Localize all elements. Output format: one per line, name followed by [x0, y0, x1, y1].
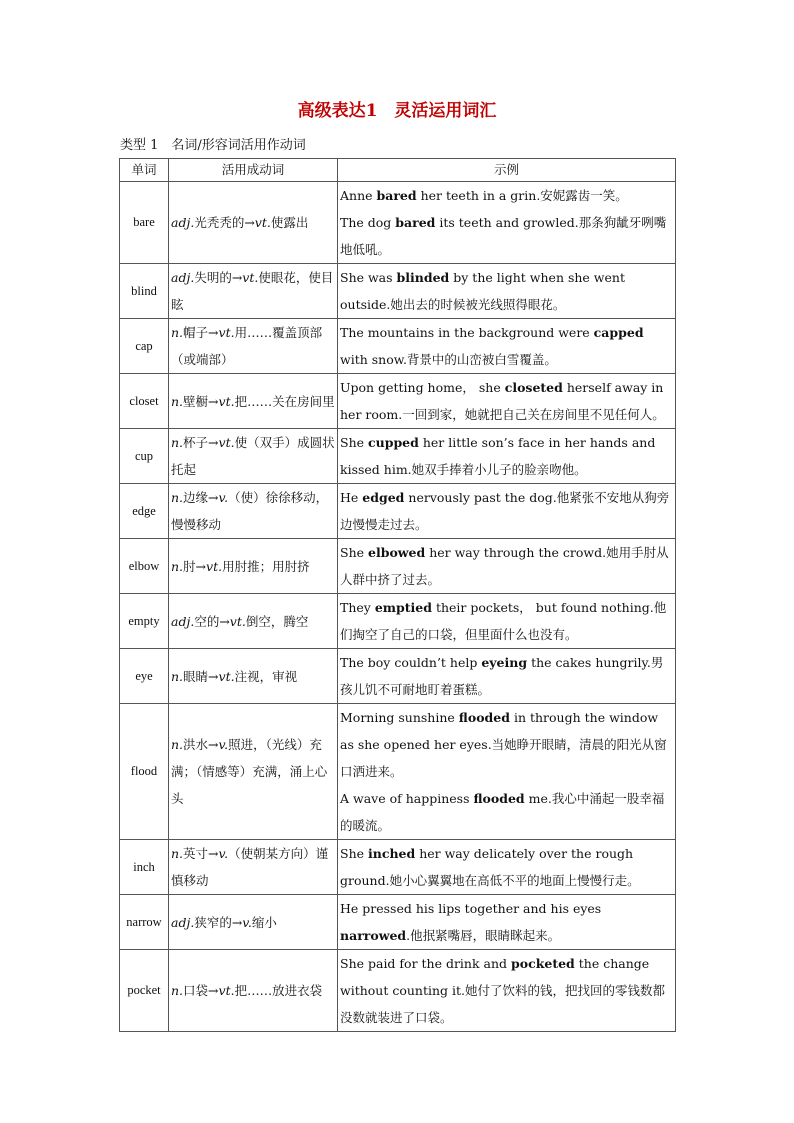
example-cell	[338, 182, 676, 264]
word-cell: eye	[120, 649, 169, 704]
example-text-after: the cakes hungrily.男孩儿饥不可耐地盯着蛋糕。	[340, 655, 664, 697]
highlighted-verb: bared	[395, 215, 436, 230]
original-meaning: 肘→	[183, 558, 207, 574]
original-meaning: 洪水→	[183, 737, 219, 752]
highlighted-verb: blinded	[396, 270, 450, 285]
verb-part-of-speech: v.	[242, 914, 252, 930]
conversion-cell	[169, 950, 338, 1032]
verb-part-of-speech: vt.	[218, 393, 235, 409]
verb-part-of-speech: vt.	[218, 668, 235, 684]
verb-meaning: 缩小	[251, 914, 277, 930]
example-text-after: .他抿紧嘴唇，眼睛眯起来。	[406, 928, 561, 943]
example-text-after: nervously past the dog.他紧张不安地从狗旁边慢慢走过去。	[340, 490, 670, 532]
example-cell	[338, 429, 676, 484]
example-text-before: She was	[340, 270, 397, 285]
conversion-cell	[169, 484, 338, 539]
verb-meaning: 使露出	[270, 215, 309, 230]
example-text-before: The dog	[340, 215, 396, 230]
example-sentence	[340, 649, 673, 703]
word-cell: empty	[120, 594, 169, 649]
example-sentence	[340, 484, 673, 538]
part-of-speech: n.	[171, 393, 184, 409]
verb-meaning: （使）徐徐移动，慢慢移动	[171, 490, 329, 532]
example-sentence	[340, 594, 673, 648]
example-text-before: The boy couldn’t help	[340, 655, 482, 670]
example-sentence	[340, 374, 673, 428]
part-of-speech: adj.	[171, 215, 195, 230]
original-meaning: 壁橱→	[183, 393, 219, 409]
example-cell	[338, 539, 676, 594]
verb-part-of-speech: vt.	[206, 558, 223, 574]
example-cell	[338, 704, 676, 840]
highlighted-verb: narrowed	[340, 928, 407, 943]
example-sentence	[340, 785, 673, 839]
verb-part-of-speech: v.	[218, 737, 229, 752]
verb-meaning: 把……放进衣袋	[234, 983, 323, 998]
example-cell	[338, 374, 676, 429]
conversion-cell	[169, 649, 338, 704]
highlighted-verb: closeted	[504, 380, 563, 395]
part-of-speech: adj.	[171, 914, 195, 930]
part-of-speech: n.	[171, 983, 184, 998]
example-cell	[338, 895, 676, 950]
original-meaning: 杯子→	[183, 435, 219, 450]
example-sentence	[340, 704, 673, 785]
word-cell: cap	[120, 319, 169, 374]
part-of-speech: n.	[171, 558, 184, 574]
highlighted-verb: emptied	[374, 600, 432, 615]
highlighted-verb: inched	[368, 846, 416, 861]
highlighted-verb: eyeing	[481, 655, 528, 670]
example-sentence	[340, 209, 673, 263]
conversion-cell	[169, 319, 338, 374]
verb-meaning: 使（双手）成圆状托起	[171, 435, 335, 477]
verb-part-of-speech: v.	[218, 846, 229, 861]
word-cell: elbow	[120, 539, 169, 594]
vocabulary-table	[119, 158, 676, 1032]
verb-part-of-speech: v.	[218, 490, 229, 505]
section-subtitle: 类型 1 名词/形容词活用作动词	[120, 138, 306, 153]
highlighted-verb: bared	[376, 188, 417, 203]
example-cell	[338, 840, 676, 895]
part-of-speech: n.	[171, 435, 184, 450]
conversion-cell	[169, 895, 338, 950]
highlighted-verb: cupped	[368, 435, 419, 450]
table-row	[120, 895, 676, 950]
highlighted-verb: edged	[362, 490, 405, 505]
conversion-cell	[169, 840, 338, 895]
example-sentence	[340, 182, 673, 209]
word-cell: edge	[120, 484, 169, 539]
example-text-after: herself away in her room.一回到家，她就把自己关在房间里不见任何人。	[340, 380, 665, 422]
example-text-before: He pressed his lips together and his eyes	[340, 901, 602, 916]
original-meaning: 空的→	[194, 613, 230, 629]
example-text-after: her teeth in a grin.安妮露齿一笑。	[416, 188, 628, 203]
example-text-before: A wave of happiness	[340, 791, 474, 806]
verb-meaning: 注视，审视	[234, 668, 298, 684]
conversion-cell	[169, 374, 338, 429]
table-row	[120, 539, 676, 594]
table-row	[120, 840, 676, 895]
verb-meaning: 使眼花，使目眩	[171, 270, 334, 312]
example-text-after: its teeth and growled.那条狗龇牙咧嘴地低吼。	[340, 215, 667, 257]
original-meaning: 口袋→	[183, 983, 219, 998]
example-text-before: He	[340, 490, 363, 505]
header-example: 示例	[338, 159, 676, 182]
word-cell: blind	[120, 264, 169, 319]
example-text-before: Upon getting home， she	[340, 380, 505, 395]
example-text-before: She paid for the drink and	[340, 956, 512, 971]
header-word: 单词	[120, 159, 169, 182]
example-sentence	[340, 950, 673, 1031]
original-meaning: 眼睛→	[183, 668, 219, 684]
original-meaning: 帽子→	[183, 325, 219, 340]
header-conversion: 活用成动词	[169, 159, 338, 182]
part-of-speech: n.	[171, 737, 184, 752]
original-meaning: 光秃秃的→	[194, 215, 255, 230]
verb-meaning: （使朝某方向）谨慎移动	[171, 846, 329, 888]
example-cell	[338, 649, 676, 704]
highlighted-verb: flooded	[458, 710, 510, 725]
example-text-after: in through the window as she opened her eyes.当她睁开眼睛，清晨的阳光从窗口洒进来。	[340, 710, 667, 779]
page-title: 高级表达1 灵活运用词汇	[297, 101, 497, 121]
example-text-before: Morning sunshine	[340, 710, 459, 725]
conversion-cell	[169, 429, 338, 484]
part-of-speech: n.	[171, 668, 184, 684]
word-cell: cup	[120, 429, 169, 484]
example-text-before: The mountains in the background were	[340, 325, 594, 340]
table-header-row	[120, 159, 676, 182]
example-sentence	[340, 319, 673, 373]
word-cell: inch	[120, 840, 169, 895]
verb-part-of-speech: vt.	[229, 613, 246, 629]
example-sentence	[340, 429, 673, 483]
example-text-after: her way through the crowd.她用手肘从人群中挤了过去。	[340, 545, 669, 587]
table-row	[120, 319, 676, 374]
example-sentence	[340, 895, 673, 949]
example-text-after: by the light when she went outside.她出去的时候被光线照得眼花。	[340, 270, 625, 312]
highlighted-verb: elbowed	[368, 545, 426, 560]
highlighted-verb: flooded	[473, 791, 525, 806]
original-meaning: 英寸→	[183, 846, 219, 861]
verb-part-of-speech: vt.	[218, 435, 235, 450]
word-cell: closet	[120, 374, 169, 429]
example-text-before: They	[340, 600, 375, 615]
original-meaning: 边缘→	[183, 490, 219, 505]
example-text-after: her way delicately over the rough ground.她小心翼翼地在高低不平的地面上慢慢行走。	[340, 846, 640, 888]
example-text-before: She	[340, 846, 368, 861]
verb-part-of-speech: vt.	[242, 270, 259, 285]
table-row	[120, 264, 676, 319]
table-row	[120, 484, 676, 539]
table-row	[120, 374, 676, 429]
conversion-cell	[169, 264, 338, 319]
part-of-speech: adj.	[171, 613, 195, 629]
table-row	[120, 594, 676, 649]
verb-part-of-speech: vt.	[218, 983, 235, 998]
original-meaning: 狭窄的→	[194, 914, 243, 930]
example-sentence	[340, 264, 673, 318]
part-of-speech: n.	[171, 846, 184, 861]
verb-meaning: 倒空，腾空	[245, 613, 309, 629]
highlighted-verb: pocketed	[511, 956, 575, 971]
example-text-after: her little son’s face in her hands and kissed him.她双手捧着小儿子的脸亲吻他。	[340, 435, 656, 477]
example-text-before: She	[340, 545, 368, 560]
word-cell: narrow	[120, 895, 169, 950]
table-row	[120, 649, 676, 704]
table-row	[120, 429, 676, 484]
part-of-speech: n.	[171, 325, 184, 340]
example-text-after: their pockets， but found nothing.他们掏空了自己的口袋，但里面什么也没有。	[340, 600, 667, 642]
example-text-after: with snow.背景中的山峦被白雪覆盖。	[340, 352, 557, 367]
example-cell	[338, 484, 676, 539]
part-of-speech: n.	[171, 490, 184, 505]
table-row	[120, 182, 676, 264]
example-cell	[338, 950, 676, 1032]
table-row	[120, 704, 676, 840]
verb-meaning: 用……覆盖顶部（或端部）	[171, 325, 323, 367]
conversion-cell	[169, 182, 338, 264]
example-text-after: me.我心中涌起一股幸福的暖流。	[340, 791, 665, 833]
conversion-cell	[169, 539, 338, 594]
example-cell	[338, 319, 676, 374]
example-text-before: She	[340, 435, 368, 450]
verb-meaning: 照进，（光线）充满；（情感等）充满，涌上心头	[171, 737, 328, 806]
word-cell: flood	[120, 704, 169, 840]
conversion-cell	[169, 594, 338, 649]
verb-meaning: 把……关在房间里	[234, 393, 335, 409]
example-cell	[338, 264, 676, 319]
highlighted-verb: capped	[593, 325, 644, 340]
example-text-before: Anne	[340, 188, 377, 203]
word-cell: bare	[120, 182, 169, 264]
verb-meaning: 用肘推；用肘挤	[222, 558, 310, 574]
verb-part-of-speech: vt.	[254, 215, 271, 230]
example-sentence	[340, 840, 673, 894]
part-of-speech: adj.	[171, 270, 195, 285]
example-cell	[338, 594, 676, 649]
original-meaning: 失明的→	[194, 270, 243, 285]
verb-part-of-speech: vt.	[218, 325, 235, 340]
table-row	[120, 950, 676, 1032]
example-text-after: the change without counting it.她付了饮料的钱，把找回的零钱数都没数就装进了口袋。	[340, 956, 666, 1025]
word-cell: pocket	[120, 950, 169, 1032]
example-sentence	[340, 539, 673, 593]
conversion-cell	[169, 704, 338, 840]
